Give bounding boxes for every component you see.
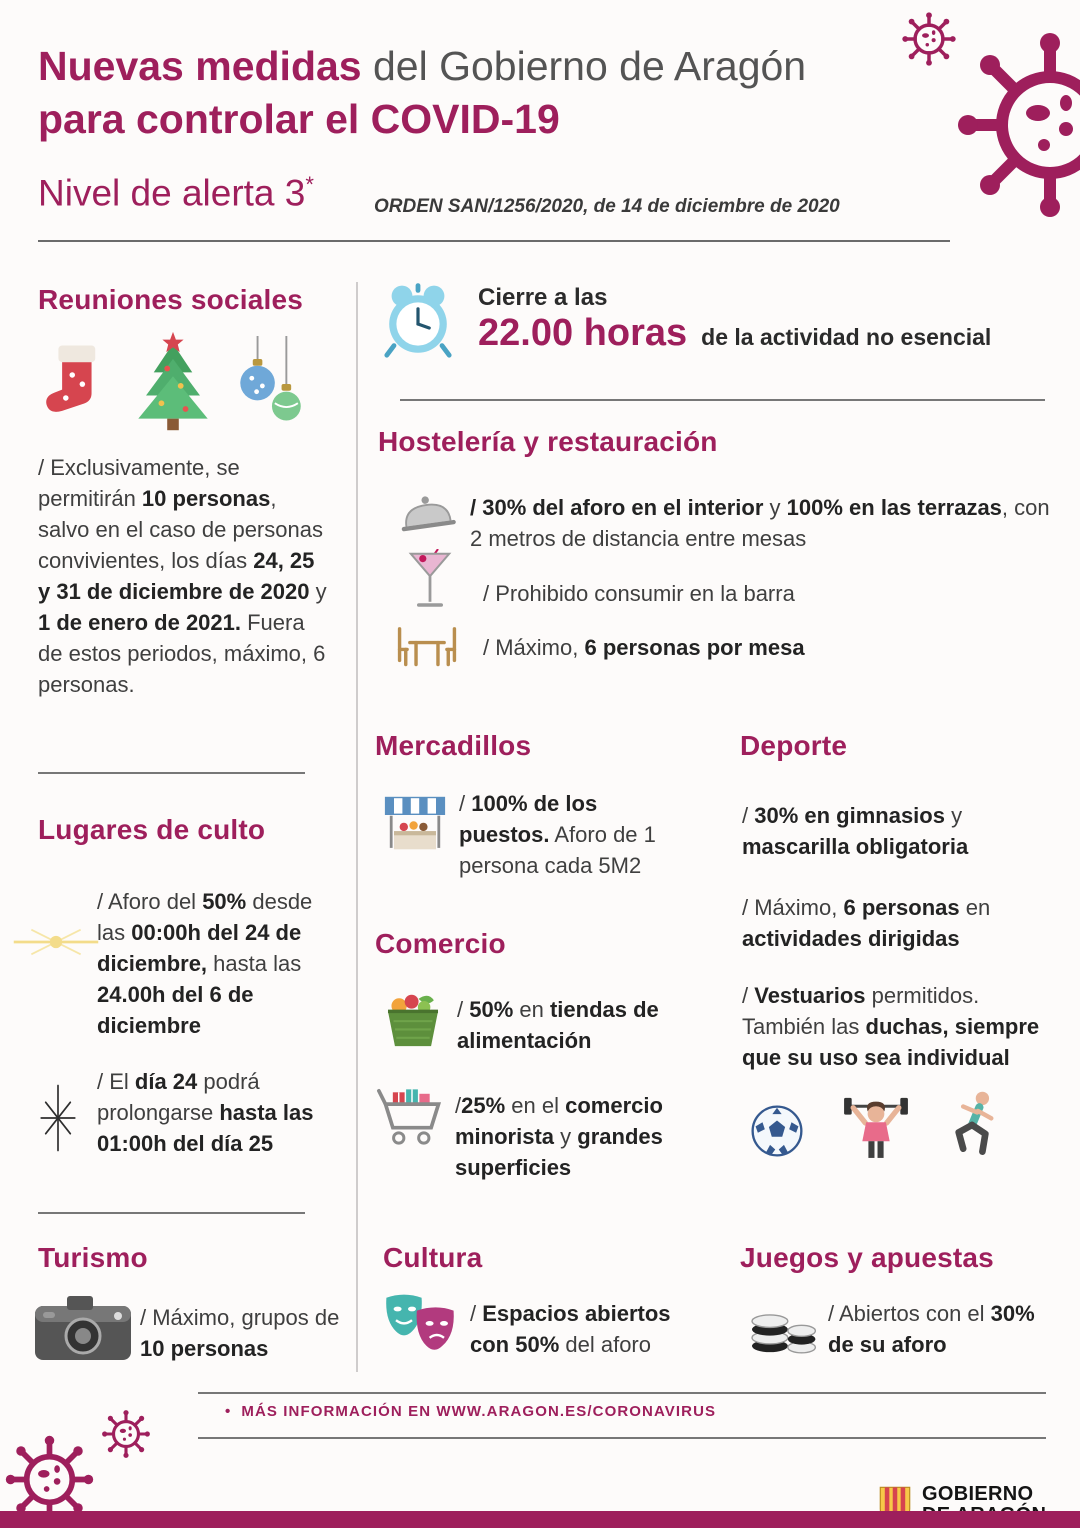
- comercio-item: /25% en el comercio minorista y grandes superficies: [455, 1093, 663, 1180]
- mercadillos-body: / 100% de los puestos. Aforo de 1 persona cada 5M2: [459, 791, 656, 878]
- deporte-item: / Máximo, 6 personas en actividades dirigidas: [742, 895, 991, 951]
- section-title-cultura: Cultura: [383, 1242, 483, 1273]
- poker-chips-icon: [745, 1295, 821, 1357]
- vertical-divider: [356, 282, 358, 1372]
- christmas-tree-icon: [124, 330, 222, 436]
- order-reference: ORDEN SAN/1256/2020, de 14 de diciembre de 2020: [374, 196, 840, 217]
- closure-line1: Cierre a las: [478, 284, 608, 311]
- virus-icon: [100, 1408, 152, 1460]
- footer-divider: [198, 1392, 1046, 1394]
- hosteleria-item: / Prohibido consumir en la barra: [483, 581, 795, 606]
- section-title-lugares: Lugares de culto: [38, 814, 266, 845]
- logo-line1: GOBIERNO: [922, 1483, 1034, 1505]
- cocktail-icon: [406, 545, 454, 617]
- lugares-item: / El día 24 podrá prolongarse hasta las 01:00h del día 25: [97, 1069, 314, 1156]
- comercio-item: / 50% en tiendas de alimentación: [457, 997, 659, 1053]
- closure-block: [478, 284, 1058, 355]
- cloche-icon: [394, 489, 461, 537]
- divider: [38, 772, 305, 774]
- alert-level: [38, 172, 314, 214]
- market-stall-icon: [380, 790, 450, 854]
- closure-time: 22.00 horas: [478, 312, 688, 354]
- divider: [400, 399, 1045, 401]
- sun-glow-icon: [12, 915, 100, 969]
- hosteleria-item: / Máximo, 6 personas por mesa: [483, 635, 805, 660]
- info-url[interactable]: WWW.ARAGON.ES/CORONAVIRUS: [436, 1403, 717, 1420]
- soccer-ball-icon: [748, 1102, 806, 1160]
- cultura-body: / Espacios abiertos con 50% del aforo: [470, 1301, 671, 1357]
- virus-icon: [950, 25, 1080, 225]
- bottom-accent-bar: [0, 1511, 1080, 1528]
- section-title-hosteleria: Hostelería y restauración: [378, 426, 718, 457]
- alert-level-label: Nivel de alerta 3: [38, 172, 306, 214]
- theater-masks-icon: [380, 1293, 460, 1357]
- closure-suffix: de la actividad no esencial: [701, 324, 992, 350]
- section-title-deporte: Deporte: [740, 730, 848, 761]
- divider: [38, 1212, 305, 1214]
- bullet-icon: •: [225, 1403, 232, 1420]
- shopping-cart-icon: [375, 1082, 449, 1152]
- alert-asterisk: *: [305, 172, 314, 197]
- grocery-basket-icon: [378, 985, 448, 1051]
- section-title-juegos: Juegos y apuestas: [740, 1242, 994, 1273]
- runner-icon: [938, 1088, 1012, 1162]
- weightlifter-icon: [838, 1088, 914, 1164]
- stocking-icon: [38, 340, 112, 432]
- ornaments-icon: [232, 336, 310, 432]
- footer-info: [225, 1403, 716, 1420]
- section-title-reuniones: Reuniones sociales: [38, 284, 304, 315]
- camera-icon: [33, 1292, 133, 1364]
- alarm-clock-icon: [378, 280, 458, 360]
- reuniones-body: / Exclusivamente, se permitirán 10 personas, salvo en el caso de personas convivientes, los días 24, 25 y 31 de diciembre de 2020 y 1 de enero de 2021. Fuera de estos periodos, máximo, 6 personas.: [38, 455, 327, 697]
- header-divider: [38, 240, 950, 242]
- deporte-item: / Vestuarios permitidos. También las duchas, siempre que su uso sea individual: [742, 983, 1040, 1070]
- spark-star-icon: [30, 1075, 86, 1161]
- footer-divider: [198, 1437, 1046, 1439]
- hosteleria-item: / 30% del aforo en el interior y 100% en las terrazas, con 2 metros de distancia entre mesas: [470, 495, 1050, 551]
- page-title: Nuevas medidas del Gobierno de Aragón para controlar el COVID-19: [38, 43, 807, 142]
- juegos-body: / Abiertos con el 30% de su aforo: [828, 1301, 1035, 1357]
- table-chairs-icon: [392, 622, 462, 670]
- lugares-item: / Aforo del 50% desde las 00:00h del 24 de diciembre, hasta las 24.00h del 6 de diciembre: [97, 889, 313, 1038]
- section-title-comercio: Comercio: [375, 928, 506, 959]
- turismo-body: / Máximo, grupos de 10 personas: [140, 1305, 340, 1361]
- deporte-item: / 30% en gimnasios y mascarilla obligatoria: [742, 803, 969, 859]
- section-title-turismo: Turismo: [38, 1242, 148, 1273]
- section-title-mercadillos: Mercadillos: [375, 730, 532, 761]
- footer-info-prefix: MÁS INFORMACIÓN EN: [241, 1403, 437, 1420]
